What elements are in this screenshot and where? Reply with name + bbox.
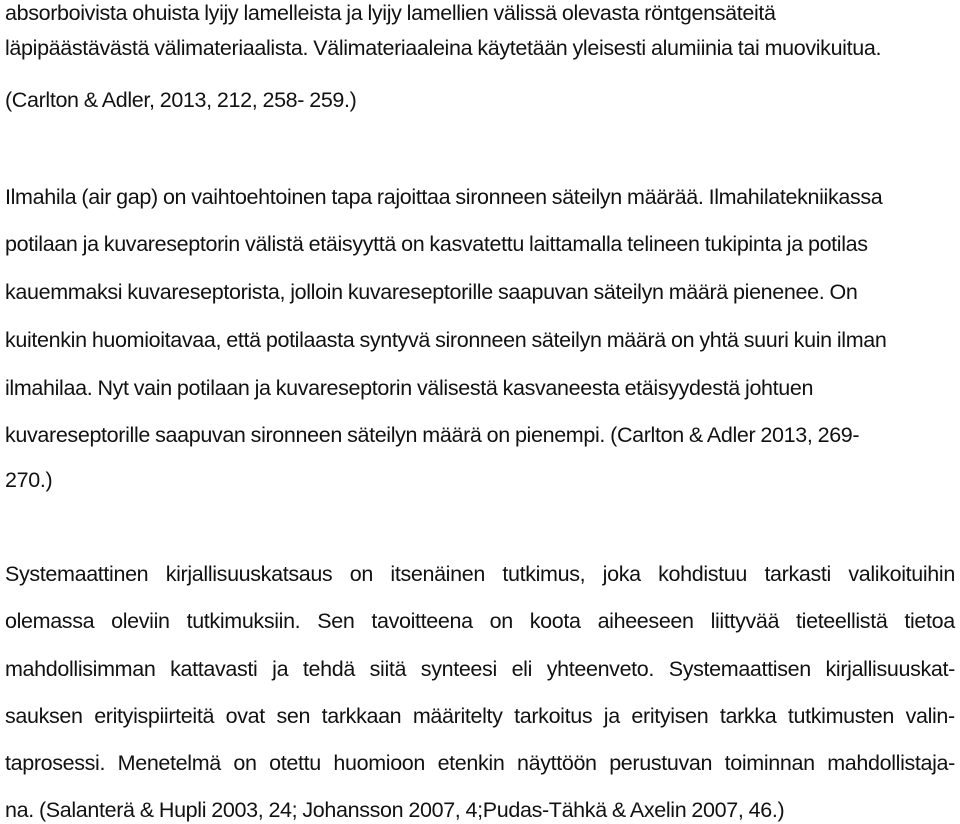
word: joka	[602, 562, 641, 586]
word: liittyvää	[710, 609, 780, 633]
word: tarkkaan	[321, 704, 402, 728]
word: erityispiirteitä	[94, 704, 215, 728]
word: etenkin	[437, 751, 505, 775]
word: mahdollistaja-	[827, 751, 955, 775]
justified-line	[5, 655, 955, 683]
word: tutkimus,	[502, 562, 586, 586]
text-line: kuitenkin huomioitavaa, että potilaasta syntyvä sironneen säteilyn määrä on yhtä suuri kuin ilman	[5, 328, 887, 352]
word: tieteellistä	[796, 609, 888, 633]
word: on	[233, 751, 257, 775]
word: aiheeseen	[597, 609, 694, 633]
word: koota	[529, 609, 581, 633]
word: itsenäinen	[390, 562, 485, 586]
word: määritelty	[412, 704, 503, 728]
text-line: (Carlton & Adler, 2013, 212, 258- 259.)	[5, 88, 357, 112]
word: tarkka	[719, 704, 777, 728]
word: ovat	[225, 704, 265, 728]
word: sen	[276, 704, 311, 728]
word: kirjallisuuskatsaus	[165, 562, 333, 586]
text-line: ilmahilaa. Nyt vain potilaan ja kuvareseptorin välisestä kasvaneesta etäisyydestä johtuen	[5, 376, 814, 400]
text-line: na. (Salanterä & Hupli 2003, 24; Johansson 2007, 4;Pudas-Tähkä & Axelin 2007, 46.)	[5, 798, 785, 822]
justified-line	[5, 702, 955, 730]
word: ja	[272, 657, 289, 681]
justified-line	[5, 560, 955, 588]
word: Menetelmä	[117, 751, 221, 775]
word: tarkasti	[764, 562, 831, 586]
word: valin-	[905, 704, 955, 728]
word: tietoa	[904, 609, 955, 633]
word: tutkimuksiin.	[186, 609, 301, 633]
word: tarkoitus	[514, 704, 593, 728]
word: on	[489, 609, 513, 633]
word: perustuvan	[609, 751, 713, 775]
word: Systemaattisen	[668, 657, 811, 681]
word: oleviin	[111, 609, 170, 633]
text-line: absorboivista ohuista lyijy lamelleista ja lyijy lamellien välissä olevasta röntgensäteitä	[5, 1, 776, 25]
word: tehdä	[302, 657, 355, 681]
word: kohdistuu	[658, 562, 748, 586]
word: ja	[603, 704, 620, 728]
word: on	[349, 562, 373, 586]
word: erityisen	[631, 704, 709, 728]
text-line: kuvareseptorille saapuvan sironneen säteilyn määrä on pienempi. (Carlton & Adler 2013, 269-	[5, 423, 860, 447]
word: tavoitteena	[371, 609, 473, 633]
word: valikoituihin	[848, 562, 955, 586]
word: siitä	[369, 657, 407, 681]
word: olemassa	[5, 609, 95, 633]
word: Sen	[317, 609, 355, 633]
text-line: potilaan ja kuvareseptorin välistä etäisyyttä on kasvatettu laittamalla telineen tukipinta ja potilas	[5, 232, 868, 256]
text-line: Ilmahila (air gap) on vaihtoehtoinen tapa rajoittaa sironneen säteilyn määrää. Ilmahilatekniikassa	[5, 185, 883, 209]
word: toiminnan	[724, 751, 815, 775]
word: taprosessi.	[5, 751, 106, 775]
word: huomioon	[333, 751, 426, 775]
word: synteesi	[420, 657, 497, 681]
text-line: 270.)	[5, 468, 53, 492]
text-line: läpipäästävästä välimateriaalista. Välimateriaaleina käytetään yleisesti alumiinia tai muovikuitua.	[5, 36, 882, 60]
word: kirjallisuuskat-	[825, 657, 955, 681]
word: näyttöön	[516, 751, 597, 775]
justified-line	[5, 749, 955, 777]
word: tutkimusten	[787, 704, 894, 728]
text-line: kauemmaksi kuvareseptorista, jolloin kuvareseptorille saapuvan säteilyn määrä pienenee. On	[5, 280, 858, 304]
word: sauksen	[5, 704, 83, 728]
word: yhteenveto.	[546, 657, 655, 681]
word: eli	[511, 657, 533, 681]
word: kattavasti	[170, 657, 258, 681]
word: mahdollisimman	[5, 657, 156, 681]
word: otettu	[269, 751, 321, 775]
justified-line	[5, 607, 955, 635]
word: Systemaattinen	[5, 562, 149, 586]
